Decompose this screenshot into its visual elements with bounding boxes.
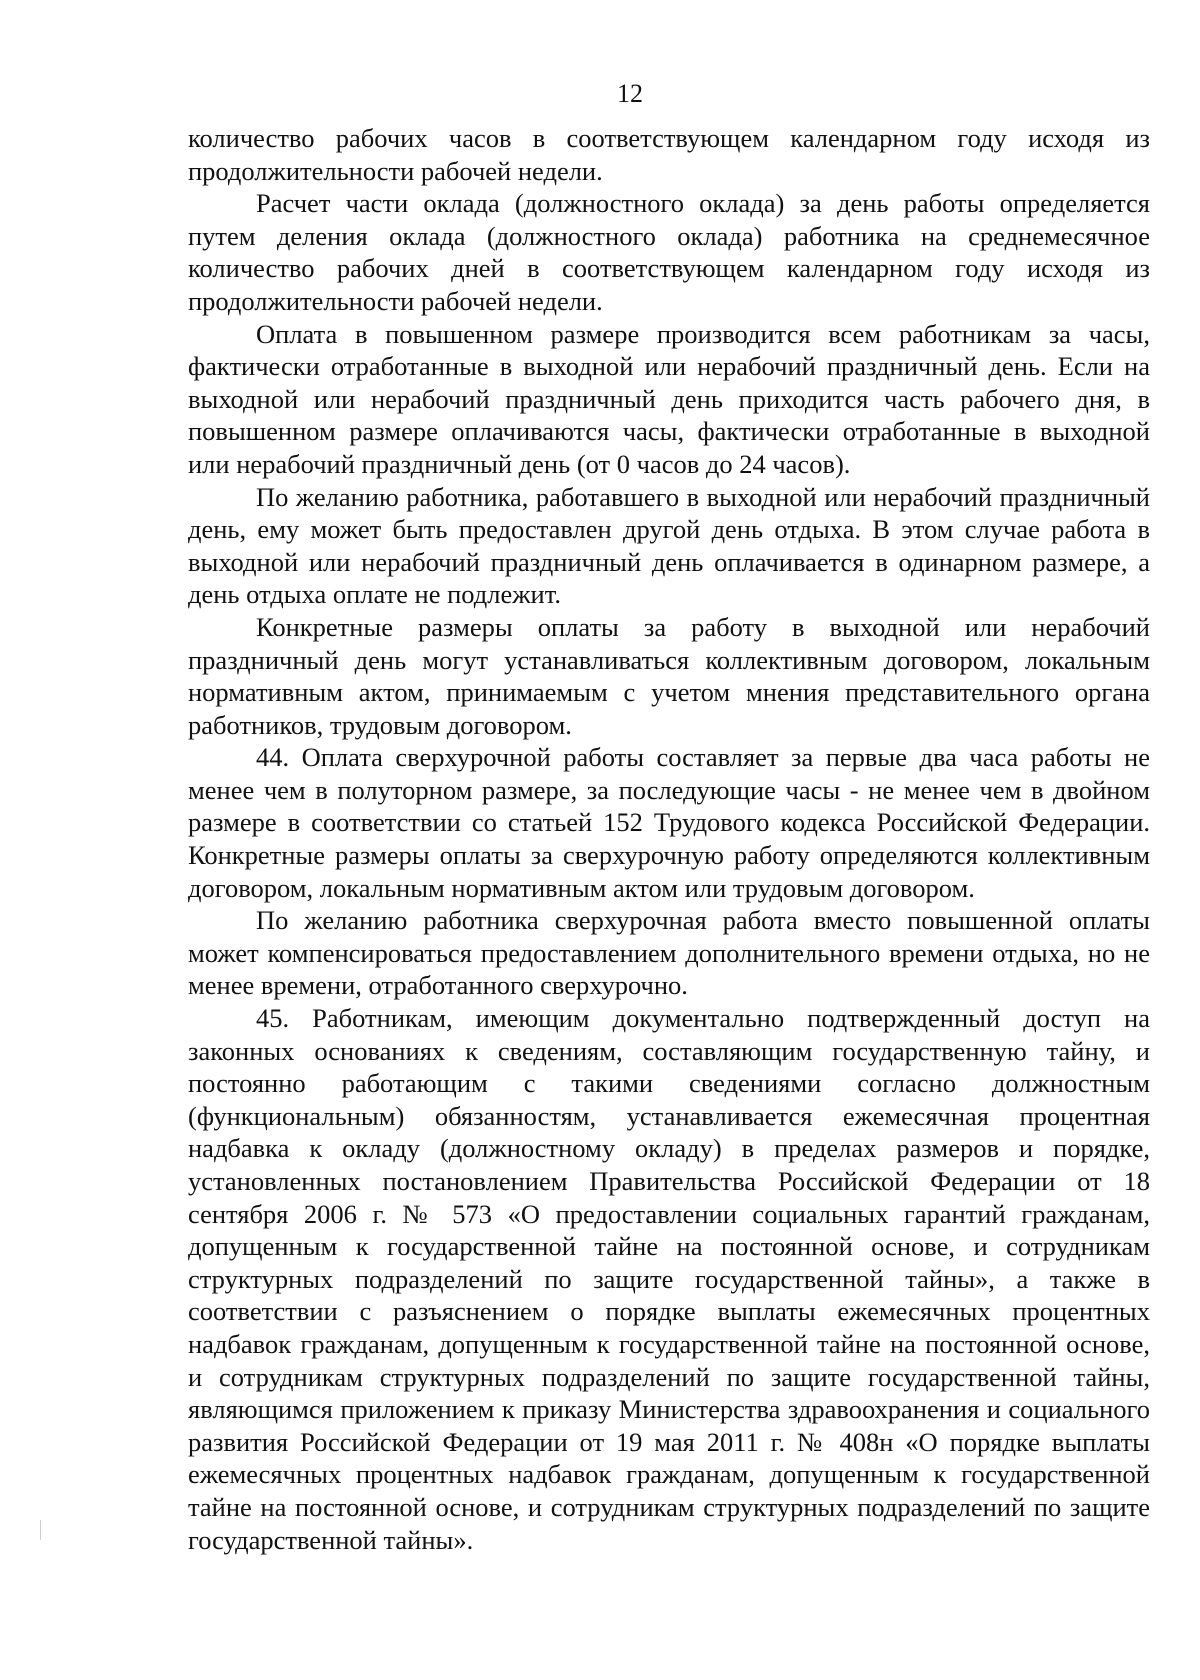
paragraph-overtime-compensation: По желанию работника сверхурочная работа вместо повышенной оплаты может компенсироваться предоставлением дополнительного времени отдыха, но не менее времени, отработанного сверхурочно. [188, 905, 1150, 1001]
page-number: 12 [617, 79, 643, 108]
paragraph-salary-day-calculation: Расчет части оклада (должностного оклада) за день работы определяется путем деления оклада (должностного оклада) работника на среднемесячное количество рабочих дней в соответствующем календарном году исходя из продолжительности рабочей недели. [188, 188, 1150, 316]
paragraph-specific-pay-amounts: Конкретные размеры оплаты за работу в выходной или нерабочий праздничный день могут устанавливаться коллективным договором, локальным нормативным актом, принимаемым с учетом мнения представительного органа работников, трудовым договором. [188, 611, 1150, 740]
paragraph-item-44-overtime: 44. Оплата сверхурочной работы составляет за первые два часа работы не менее чем в полуторном размере, за последующие часы - не менее чем в двойном размере в соответствии со статьей 152 Трудового кодекса Российской Федерации. Конкретные размеры оплаты за сверхурочную работу определяются коллективным договором, локальным нормативным актом или трудовым договором. [188, 742, 1150, 903]
paragraph-item-45-state-secret: 45. Работникам, имеющим документально подтвержденный доступ на законных основаниях к сведениям, составляющим государственную тайну, и постоянно работающим с такими сведениями согласно должностным (функциональным) обязанностям, устанавливается ежемесячная процентная надбавка к окладу (должностному окладу) в пределах размеров и порядке, установленных постановлением Правительства Российской Федерации от 18 сентября 2006 г. № 573 «О предоставлении социальных гарантий гражданам, допущенным к государственной тайне на постоянной основе, и сотрудникам структурных подразделений по защите государственной тайны», а также в соответствии с разъяснением о порядке выплаты ежемесячных процентных надбавок гражданам, допущенным к государственной тайне на постоянной основе, и сотрудникам структурных подразделений по защите государственной тайны, являющимся приложением к приказу Министерства здравоохранения и социального развития Российской Федерации от 19 мая 2011 г. № 408н «О порядке выплаты ежемесячных процентных надбавок гражданам, допущенным к государственной тайне на постоянной основе, и сотрудникам структурных подразделений по защите государственной тайны». [188, 1003, 1150, 1555]
paragraph-continuation: количество рабочих часов в соответствующем календарном году исходя из продолжительности рабочей недели. [188, 123, 1150, 186]
document-body [188, 122, 1150, 1556]
paragraph-day-off-option: По желанию работника, работавшего в выходной или нерабочий праздничный день, ему может быть предоставлен другой день отдыха. В этом случае работа в выходной или нерабочий праздничный день оплачивается в одинарном размере, а день отдыха оплате не подлежит. [188, 481, 1150, 610]
paragraph-increased-pay-holiday: Оплата в повышенном размере производится всем работникам за часы, фактически отработанные в выходной или нерабочий праздничный день. Если на выходной или нерабочий праздничный день приходится часть рабочего дня, в повышенном размере оплачиваются часы, фактически отработанные в выходной или нерабочий праздничный день (от 0 часов до 24 часов). [188, 318, 1150, 479]
scan-margin-mark [40, 1520, 41, 1540]
